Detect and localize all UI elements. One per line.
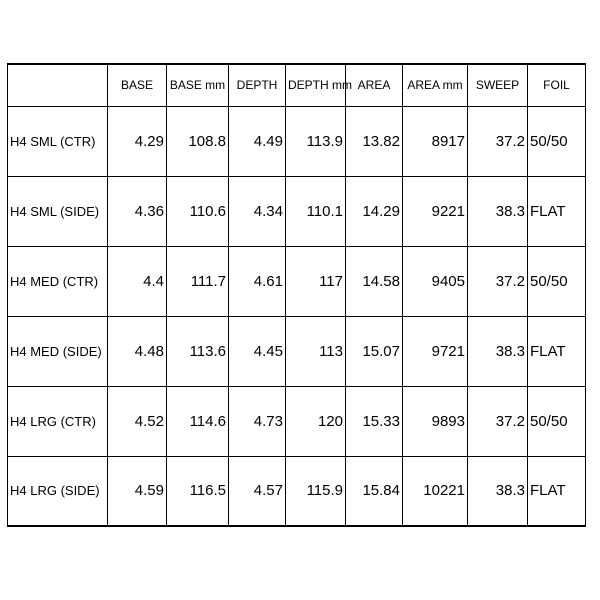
header-area: AREA — [346, 64, 403, 106]
cell-depth-mm: 113.9 — [286, 106, 346, 176]
cell-base: 4.4 — [108, 246, 167, 316]
cell-area-mm: 9721 — [403, 316, 468, 386]
cell-foil: 50/50 — [528, 246, 586, 316]
cell-foil: FLAT — [528, 176, 586, 246]
table-row — [8, 246, 586, 316]
cell-depth-mm: 117 — [286, 246, 346, 316]
header-depth: DEPTH — [229, 64, 286, 106]
cell-area: 15.33 — [346, 386, 403, 456]
row-name: H4 LRG (CTR) — [8, 386, 108, 456]
cell-depth: 4.73 — [229, 386, 286, 456]
cell-area-mm: 9221 — [403, 176, 468, 246]
cell-base-mm: 108.8 — [167, 106, 229, 176]
cell-foil: 50/50 — [528, 106, 586, 176]
cell-base: 4.36 — [108, 176, 167, 246]
cell-sweep: 38.3 — [468, 316, 528, 386]
cell-depth-mm: 120 — [286, 386, 346, 456]
cell-depth: 4.61 — [229, 246, 286, 316]
cell-depth: 4.57 — [229, 456, 286, 526]
cell-sweep: 37.2 — [468, 106, 528, 176]
cell-foil: FLAT — [528, 456, 586, 526]
cell-base: 4.59 — [108, 456, 167, 526]
header-sweep: SWEEP — [468, 64, 528, 106]
cell-depth: 4.49 — [229, 106, 286, 176]
table-row — [8, 316, 586, 386]
cell-depth-mm: 110.1 — [286, 176, 346, 246]
cell-depth: 4.34 — [229, 176, 286, 246]
row-name: H4 MED (SIDE) — [8, 316, 108, 386]
cell-base-mm: 111.7 — [167, 246, 229, 316]
row-name: H4 SML (CTR) — [8, 106, 108, 176]
cell-base: 4.29 — [108, 106, 167, 176]
cell-base: 4.52 — [108, 386, 167, 456]
cell-sweep: 37.2 — [468, 246, 528, 316]
cell-depth-mm: 115.9 — [286, 456, 346, 526]
cell-sweep: 38.3 — [468, 456, 528, 526]
header-depth-mm: DEPTH mm — [286, 64, 346, 106]
cell-foil: 50/50 — [528, 386, 586, 456]
cell-foil: FLAT — [528, 316, 586, 386]
cell-area: 14.29 — [346, 176, 403, 246]
header-row — [8, 64, 586, 106]
header-corner — [8, 64, 108, 106]
cell-depth-mm: 113 — [286, 316, 346, 386]
cell-base-mm: 110.6 — [167, 176, 229, 246]
row-name: H4 LRG (SIDE) — [8, 456, 108, 526]
cell-sweep: 37.2 — [468, 386, 528, 456]
table-row — [8, 176, 586, 246]
cell-area: 15.84 — [346, 456, 403, 526]
row-name: H4 MED (CTR) — [8, 246, 108, 316]
row-name: H4 SML (SIDE) — [8, 176, 108, 246]
header-area-mm: AREA mm — [403, 64, 468, 106]
header-base-mm: BASE mm — [167, 64, 229, 106]
table-row — [8, 456, 586, 526]
cell-area: 13.82 — [346, 106, 403, 176]
fin-spec-table — [7, 63, 586, 527]
cell-base-mm: 114.6 — [167, 386, 229, 456]
cell-area: 14.58 — [346, 246, 403, 316]
cell-area-mm: 10221 — [403, 456, 468, 526]
cell-base-mm: 113.6 — [167, 316, 229, 386]
header-base: BASE — [108, 64, 167, 106]
cell-area-mm: 8917 — [403, 106, 468, 176]
cell-depth: 4.45 — [229, 316, 286, 386]
table-row — [8, 386, 586, 456]
header-foil: FOIL — [528, 64, 586, 106]
cell-area-mm: 9893 — [403, 386, 468, 456]
cell-base: 4.48 — [108, 316, 167, 386]
cell-area: 15.07 — [346, 316, 403, 386]
cell-sweep: 38.3 — [468, 176, 528, 246]
table-row — [8, 106, 586, 176]
cell-base-mm: 116.5 — [167, 456, 229, 526]
cell-area-mm: 9405 — [403, 246, 468, 316]
